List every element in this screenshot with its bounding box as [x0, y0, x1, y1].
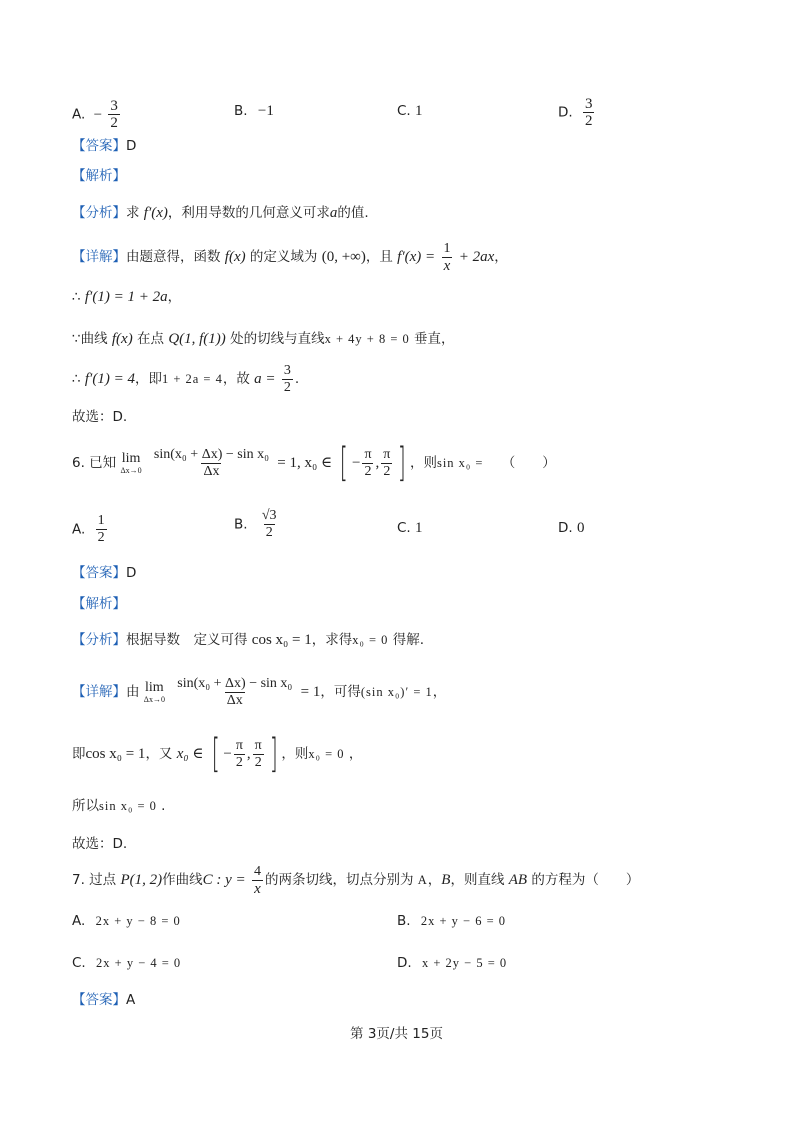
- q6-answer: 【答案】D: [72, 565, 137, 581]
- q7-answer: 【答案】A: [72, 992, 136, 1008]
- q5-option-b: B. −1: [234, 103, 274, 119]
- left-bracket: [: [340, 440, 349, 486]
- q6-analysis-heading: 【解析】: [72, 596, 126, 612]
- q7-option-b: B. 2x + y − 6 = 0: [397, 913, 507, 929]
- q6-line3: 即cos x₀ = 1，又 x₀ ∈ [ − $\frac{\pi}{2}$ , $\frac{\pi}{2}$ ] ，则x₀ = 0 ，: [72, 731, 363, 777]
- q6-limit-fraction: $\frac{\text{sin(x₀ + Δx) − sin x₀}}{\Delta x}$: [153, 446, 269, 479]
- page-footer: 第 3页/共 15页: [350, 1026, 443, 1042]
- q5-xiangjie: 【详解】由题意得，函数 f(x) 的定义域为 (0, +∞)，且 f′(x) = $\frac{1}{x}$ + 2ax，: [72, 240, 508, 274]
- q5-answer: 【答案】D: [72, 138, 137, 154]
- q5-derivative-fraction: $\frac{1}{x}$: [443, 240, 451, 274]
- q6-line4: 所以sin x₀ = 0 .: [72, 798, 166, 814]
- q5-choose: 故选：D.: [72, 409, 128, 425]
- q5-option-d: D. $\frac{3}{2}$: [558, 96, 593, 129]
- q5-option-c: C. 1: [397, 103, 423, 119]
- q6-option-a-fraction: $\frac{1}{2}$: [97, 513, 105, 545]
- q5-result-fraction: $\frac{3}{2}$: [283, 362, 291, 395]
- q6-xiangjie-fraction: $\frac{\text{sin(x₀ + Δx) − sin x₀}}{\Delta x}$: [177, 675, 293, 708]
- q5-analysis-heading: 【解析】: [72, 168, 126, 184]
- q7-option-d: D. x + 2y − 5 = 0: [397, 955, 508, 971]
- q6-line3-interval-right: $\frac{\pi}{2}$: [254, 737, 262, 770]
- q5-option-a-fraction: $\frac{3}{2}$: [110, 98, 118, 131]
- q5-line4: ∵曲线 f(x) 在点 Q(1, f(1)) 处的切线与直线x + 4y + 8 = 0 垂直，: [72, 331, 455, 347]
- q6-option-b: B. $\frac{√3}{2}$: [234, 508, 277, 540]
- q6-interval-right: $\frac{\pi}{2}$: [383, 446, 391, 479]
- q6-xiangjie: 【详解】由 lim Δx→0 $\frac{\text{sin(x₀ + Δx) − sin x₀}}{\Delta x}$ = 1，可得(sin x₀)′ = 1，: [72, 675, 447, 708]
- q5-line5: ∴ f′(1) = 4，即1 + 2a = 4，故 a = $\frac{3}{2}$ .: [72, 362, 300, 395]
- q7-option-c: C. 2x + y − 4 = 0: [72, 955, 182, 971]
- q6-stem: 6. 已知 lim Δx→0 $\frac{\text{sin(x₀ + Δx) − sin x₀}}{\Delta x}$ = 1, x₀ ∈ [ − $\frac{\pi}{2}$ , $\frac{\pi}{2}$ ] ，则sin x₀ = （ ）: [72, 440, 556, 486]
- q5-line3: ∴ f′(1) = 1 + 2a，: [72, 289, 182, 305]
- q6-xiangjie-limit: lim Δx→0: [143, 679, 165, 704]
- q7-curve-fraction: $\frac{4}{x}$: [253, 863, 261, 897]
- q6-option-a: A. $\frac{1}{2}$: [72, 513, 105, 545]
- q6-option-c: C. 1: [397, 520, 423, 536]
- q6-limit: lim Δx→0: [120, 450, 142, 475]
- q6-choose: 故选：D.: [72, 836, 128, 852]
- right-bracket: ]: [269, 731, 278, 777]
- q6-line3-interval-left: $\frac{\pi}{2}$: [235, 737, 243, 770]
- q6-fenxi: 【分析】根据导数 定义可得 cos x₀ = 1，求得x₀ = 0 得解.: [72, 632, 424, 648]
- q6-option-d: D. 0: [558, 520, 585, 536]
- q7-stem: 7. 过点 P(1, 2)作曲线C : y = $\frac{4}{x}$ 的两条切线，切点分别为 A，B，则直线 AB 的方程为（ ）: [72, 863, 640, 897]
- q7-option-a: A. 2x + y − 8 = 0: [72, 913, 181, 929]
- q5-option-a: A. − $\frac{3}{2}$: [72, 98, 118, 131]
- q5-fenxi: 【分析】求 f′(x)，利用导数的几何意义可求a的值.: [72, 205, 369, 221]
- left-bracket: [: [211, 731, 220, 777]
- q5-option-d-fraction: $\frac{3}{2}$: [584, 96, 593, 129]
- q6-option-b-fraction: $\frac{√3}{2}$: [261, 508, 277, 540]
- q6-interval-left: $\frac{\pi}{2}$: [364, 446, 372, 479]
- right-bracket: ]: [398, 440, 407, 486]
